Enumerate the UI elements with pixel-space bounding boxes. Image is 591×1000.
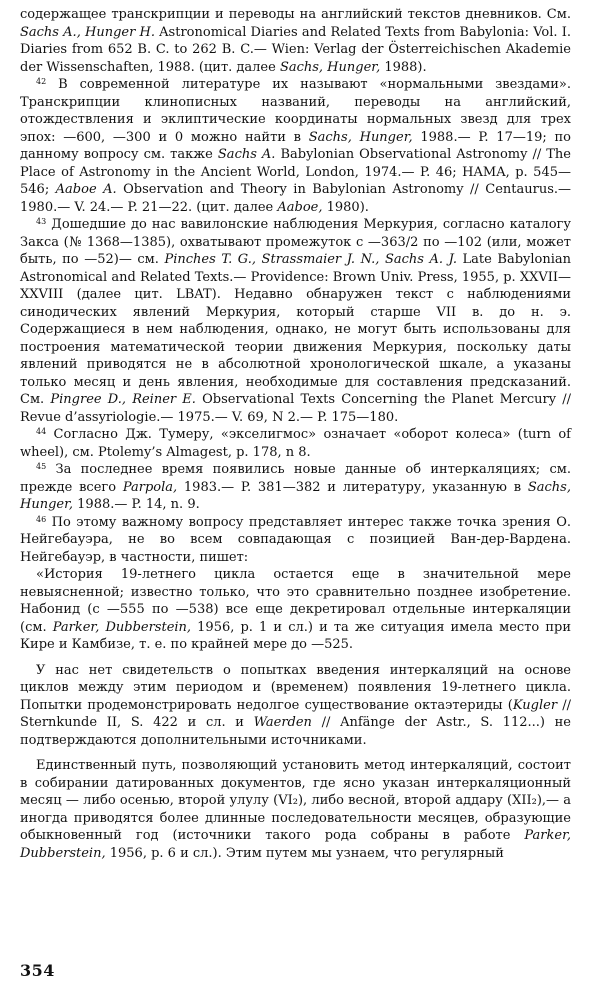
footnote-number: 43 xyxy=(36,217,47,226)
text-segment: 1988.— P. 17—19; по данному вопросу см. также xyxy=(20,129,571,162)
footnote xyxy=(20,216,571,426)
footnote-number: 44 xyxy=(36,427,47,436)
footnote-number: 42 xyxy=(36,77,47,86)
citation-author: Parker, Dubberstein, xyxy=(20,828,571,861)
text-segment: «История 19-летнего цикла остается еще в значительной мере невыясненной; известно только, что это сравнительно позднее изобретение. Набонид (с —555 по —538) все еще декретировал отдельные интеркаляции (см. xyxy=(20,567,571,635)
text-segment: 1988). xyxy=(380,59,427,75)
citation-author: Sachs, Hunger, xyxy=(279,59,381,75)
text-segment: В современной литературе их называют «нормальными звездами». Транскрипции клинописных названий, переводы на английский, отождествления и эклиптические координаты нормальных звезд для трех эпох: —600, —300 и 0 можно найти в xyxy=(20,77,572,145)
text-segment: содержащее транскрипции и переводы на английский текстов дневников. См. xyxy=(20,7,571,22)
paragraph-gap xyxy=(20,749,571,757)
text-segment: Единственный путь, позволяющий установить метод интеркаляций, состоит в собирании датированных документов, где ясно указан интеркаляционный месяц — либо осенью, второй улулу (VI₂), либо весной, второй аддару (XII₂),— а иногда приводятся более длинные последовательности месяцев, образующие обыкновенный год (источники такого рода собраны в работе xyxy=(20,758,571,843)
footnote xyxy=(20,461,571,514)
text-segment: Astronomical Diaries and Related Texts from Babylonia: Vol. I. Diaries from 652 B. C. to 262 B. C.— Wien: Verlag der Österreichischen Akademie der Wissenschaften, 1988. (цит. далее xyxy=(20,24,571,75)
footnote xyxy=(20,514,571,567)
citation-author: Parker, Dubberstein, xyxy=(52,619,192,635)
text-segment: Observational Texts Concerning the Planet Mercury // Revue d’assyriologie.— 1975.— V. 69, N 2.— P. 175—180. xyxy=(20,392,571,425)
footnote xyxy=(20,426,571,461)
citation-author: Sachs A., Hunger H. xyxy=(20,24,155,40)
citation-author: Pingree D., Reiner E. xyxy=(50,392,196,407)
text-segment: 1956, p. 6 и сл.). Этим путем мы узнаем, что регулярный xyxy=(105,845,504,861)
text-segment: У нас нет свидетельств о попытках введения интеркаляций на основе циклов между этим периодом и (временем) появления 19-летнего цикла. Попытки продемонстрировать недолгое существование октаэтериды ( xyxy=(20,662,571,713)
footnote xyxy=(20,76,571,216)
text-segment: // Sternkunde II, S. 422 и сл. и xyxy=(20,697,571,730)
citation-author: Kugler xyxy=(512,697,558,713)
text-segment: Observation and Theory in Babylonian Astronomy // Centaurus.— 1980.— V. 24.— P. 21—22. (цит. далее xyxy=(20,182,572,215)
citation-author: Parpola, xyxy=(122,479,178,495)
citation-author: Sachs, Hunger, xyxy=(308,129,413,145)
text-segment: По этому важному вопросу представляет интерес также точка зрения О. Нейгебауэра, не во всем совпадающая с позицией Ван-дер-Вардена. Нейгебауэр, в частности, пишет: xyxy=(20,514,571,565)
citation-author: Pinches T. G., Strassmaier J. N., Sachs A. J. xyxy=(164,252,457,267)
text-segment: Согласно Дж. Тумеру, «экселигмос» означает «оборот колеса» (turn of wheel), см. Ptolemy’s Almagest, p. 178, n 8. xyxy=(20,427,571,460)
quoted-paragraph xyxy=(20,757,571,862)
text-segment: Babylonian Observational Astronomy // The Place of Astronomy in the Ancient World, London, 1974.— P. 46; HAMA, p. 545—546; xyxy=(20,147,571,197)
footnotes-body xyxy=(20,6,571,862)
paragraph-gap xyxy=(20,654,571,662)
text-segment: // Anfänge der Astr., S. 112...) не подтверждаются дополнительными источниками. xyxy=(20,715,571,748)
page-number: 354 xyxy=(20,961,55,980)
text-segment: 1956, p. 1 и сл.) и та же ситуация имела место при Кире и Камбизе, т. е. по крайней мере до —525. xyxy=(20,619,571,652)
continued-footnote xyxy=(20,6,571,76)
text-segment: 1983.— P. 381—382 и литературу, указанную в xyxy=(177,479,528,495)
citation-author: Sachs, Hunger, xyxy=(20,479,571,512)
footnote-number: 45 xyxy=(36,462,47,471)
citation-author: Aaboe, xyxy=(277,199,323,215)
text-segment: Дошедшие до нас вавилонские наблюдения Меркурия, согласно каталогу Закса (№ 1368—1385), охватывают промежуток с —363/2 по —102 (или, может быть, по —52)— см. xyxy=(20,217,571,267)
text-segment: 1980). xyxy=(322,199,369,215)
text-segment: Late Babylonian Astronomical and Related Texts.— Providence: Brown Univ. Press, 1955, p. XXVII—XXVIII (далее цит. LBAT). Недавно обнаружен текст с наблюдениями синодических явлений Меркурия, который старше VII в. до н. э. Содержащиеся в нем наблюдения, однако, не могут быть использованы для построения математической теории движения Меркурия, поскольку даты явлений приводятся не в абсолютной хронологической шкале, а указаны только месяц и день явления, необходимые для составления предсказаний. См. xyxy=(20,252,571,407)
citation-author: Aaboe A. xyxy=(55,182,117,197)
quoted-paragraph xyxy=(20,566,571,654)
citation-author: Waerden xyxy=(253,715,312,730)
text-segment: За последнее время появились новые данные об интеркаляциях; см. прежде всего xyxy=(20,462,571,495)
quoted-paragraph xyxy=(20,662,571,750)
footnote-number: 46 xyxy=(36,514,47,524)
text-segment: 1988.— P. 14, n. 9. xyxy=(73,497,200,512)
citation-author: Sachs A. xyxy=(217,147,276,162)
